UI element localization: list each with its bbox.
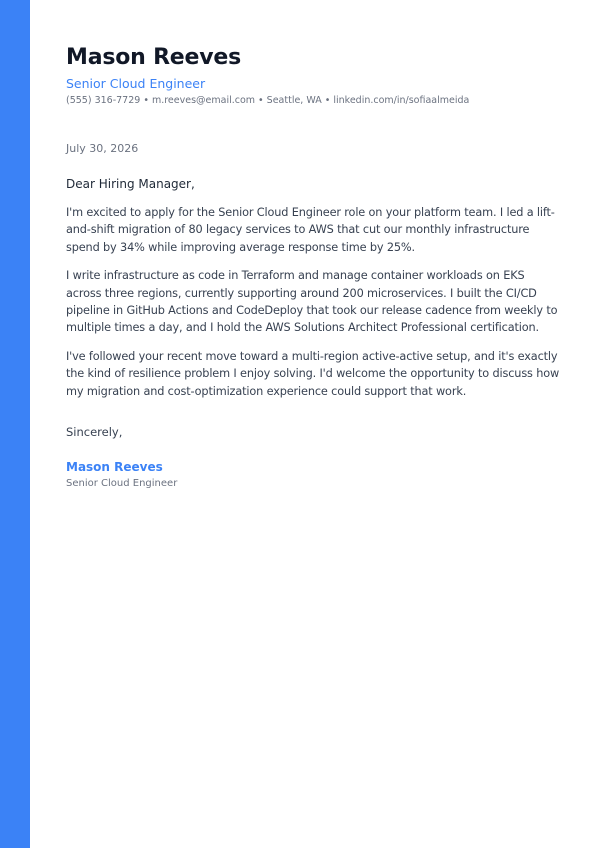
applicant-name: Mason Reeves bbox=[66, 45, 242, 70]
body-paragraph-1: I'm excited to apply for the Senior Cloud Engineer role on your platform team. I led a lift-and-shift migration of 80 legacy services to AWS that cut our monthly infrastructure spend by 34% while improving average response time by 25%. bbox=[66, 206, 555, 254]
signature-name: Mason Reeves bbox=[66, 460, 163, 475]
body-paragraph-2: I write infrastructure as code in Terraform and manage container workloads on EKS across three regions, currently supporting around 200 microservices. I built the CI/CD pipeline in GitHub Actions and CodeDeploy that took our release cadence from weekly to multiple times a day, and I hold the AWS Solutions Architect Professional certification. bbox=[66, 269, 558, 335]
applicant-title: Senior Cloud Engineer bbox=[66, 76, 206, 91]
body-paragraph-3: I've followed your recent move toward a multi-region active-active setup, and it's exactly the kind of resilience problem I enjoy solving. I'd welcome the opportunity to discuss how my migration and cost-optimization experience could support that work. bbox=[66, 349, 560, 398]
letter-date: July 30, 2026 bbox=[66, 142, 139, 155]
contact-info: (555) 316-7729 • m.reeves@email.com • Seattle, WA • linkedin.com/in/sofiaalmeida bbox=[66, 95, 470, 106]
cover-letter bbox=[66, 40, 566, 491]
accent-sidebar bbox=[0, 0, 30, 848]
signature-title: Senior Cloud Engineer bbox=[66, 478, 178, 490]
greeting: Dear Hiring Manager, bbox=[66, 177, 195, 191]
closing: Sincerely, bbox=[66, 425, 123, 440]
